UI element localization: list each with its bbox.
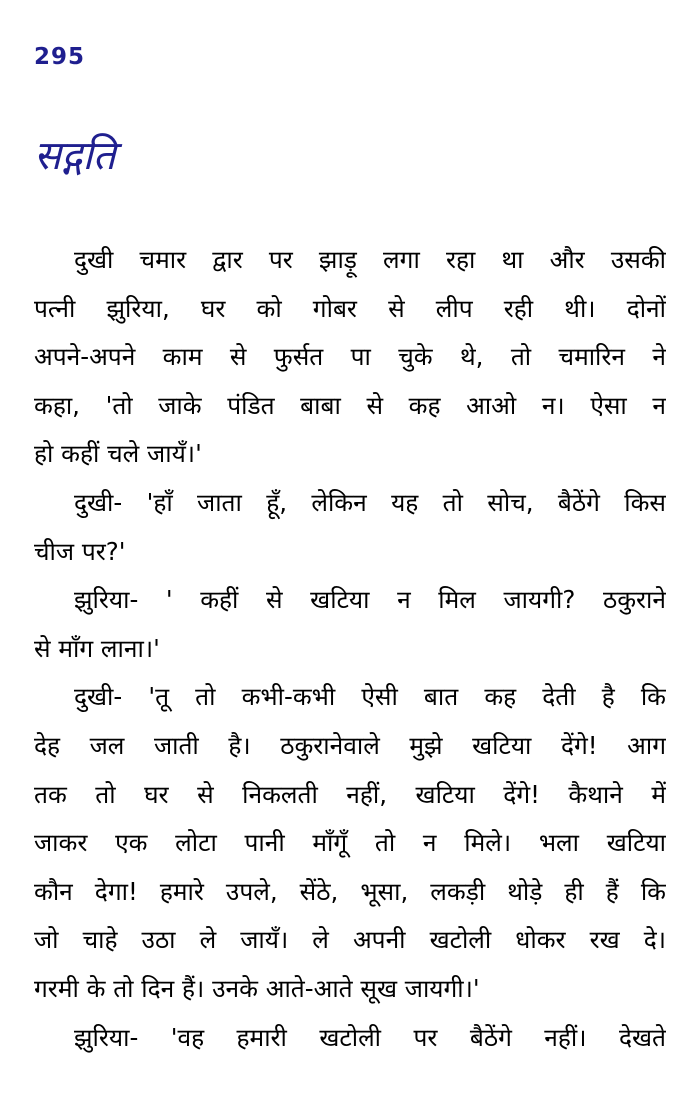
text-line: जाकर एक लोटा पानी माँगूँ तो न मिले। भला खटिया: [34, 828, 666, 858]
text-line: गरमी के तो दिन हैं। उनके आते-आते सूख जायगी।': [34, 973, 480, 1003]
chapter-title: सद्गति: [34, 133, 116, 179]
text-line: हो कहीं चले जायँ।': [34, 439, 202, 469]
text-line: दुखी- 'हाँ जाता हूँ, लेकिन यह तो सोच, बैठेंगे किस: [74, 487, 666, 517]
text-line: कहा, 'तो जाके पंडित बाबा से कह आओ न। ऐसा न: [34, 390, 666, 420]
text-line: दुखी चमार द्वार पर झाड़ू लगा रहा था और उसकी: [74, 245, 666, 274]
text-line: पत्नी झुरिया, घर को गोबर से लीप रही थी। दोनों: [34, 293, 666, 323]
text-line: अपने-अपने काम से फुर्सत पा चुके थे, तो चमारिन ने: [34, 342, 666, 372]
text-line: झुरिया- 'वह हमारी खटोली पर बैठेंगे नहीं। देखते: [74, 1022, 666, 1052]
text-line: दुखी- 'तू तो कभी-कभी ऐसी बात कह देती है कि: [74, 682, 666, 712]
page-number: 295: [34, 44, 86, 70]
text-line: जो चाहे उठा ले जायँ। ले अपनी खटोली धोकर रख दे।: [34, 925, 666, 955]
story-text: [34, 236, 666, 1062]
text-line: कौन देगा! हमारे उपले, सेंठे, भूसा, लकड़ी थोड़े ही हैं कि: [34, 876, 666, 906]
text-line: देह जल जाती है। ठकुरानेवाले मुझे खटिया देंगे! आग: [34, 730, 666, 760]
text-line: चीज पर?': [34, 536, 126, 566]
text-line: झुरिया- ' कहीं से खटिया न मिल जायगी? ठकुराने: [74, 585, 666, 615]
text-line: तक तो घर से निकलती नहीं, खटिया देंगे! कैथाने में: [34, 779, 666, 809]
text-line: से माँग लाना।': [34, 633, 160, 663]
